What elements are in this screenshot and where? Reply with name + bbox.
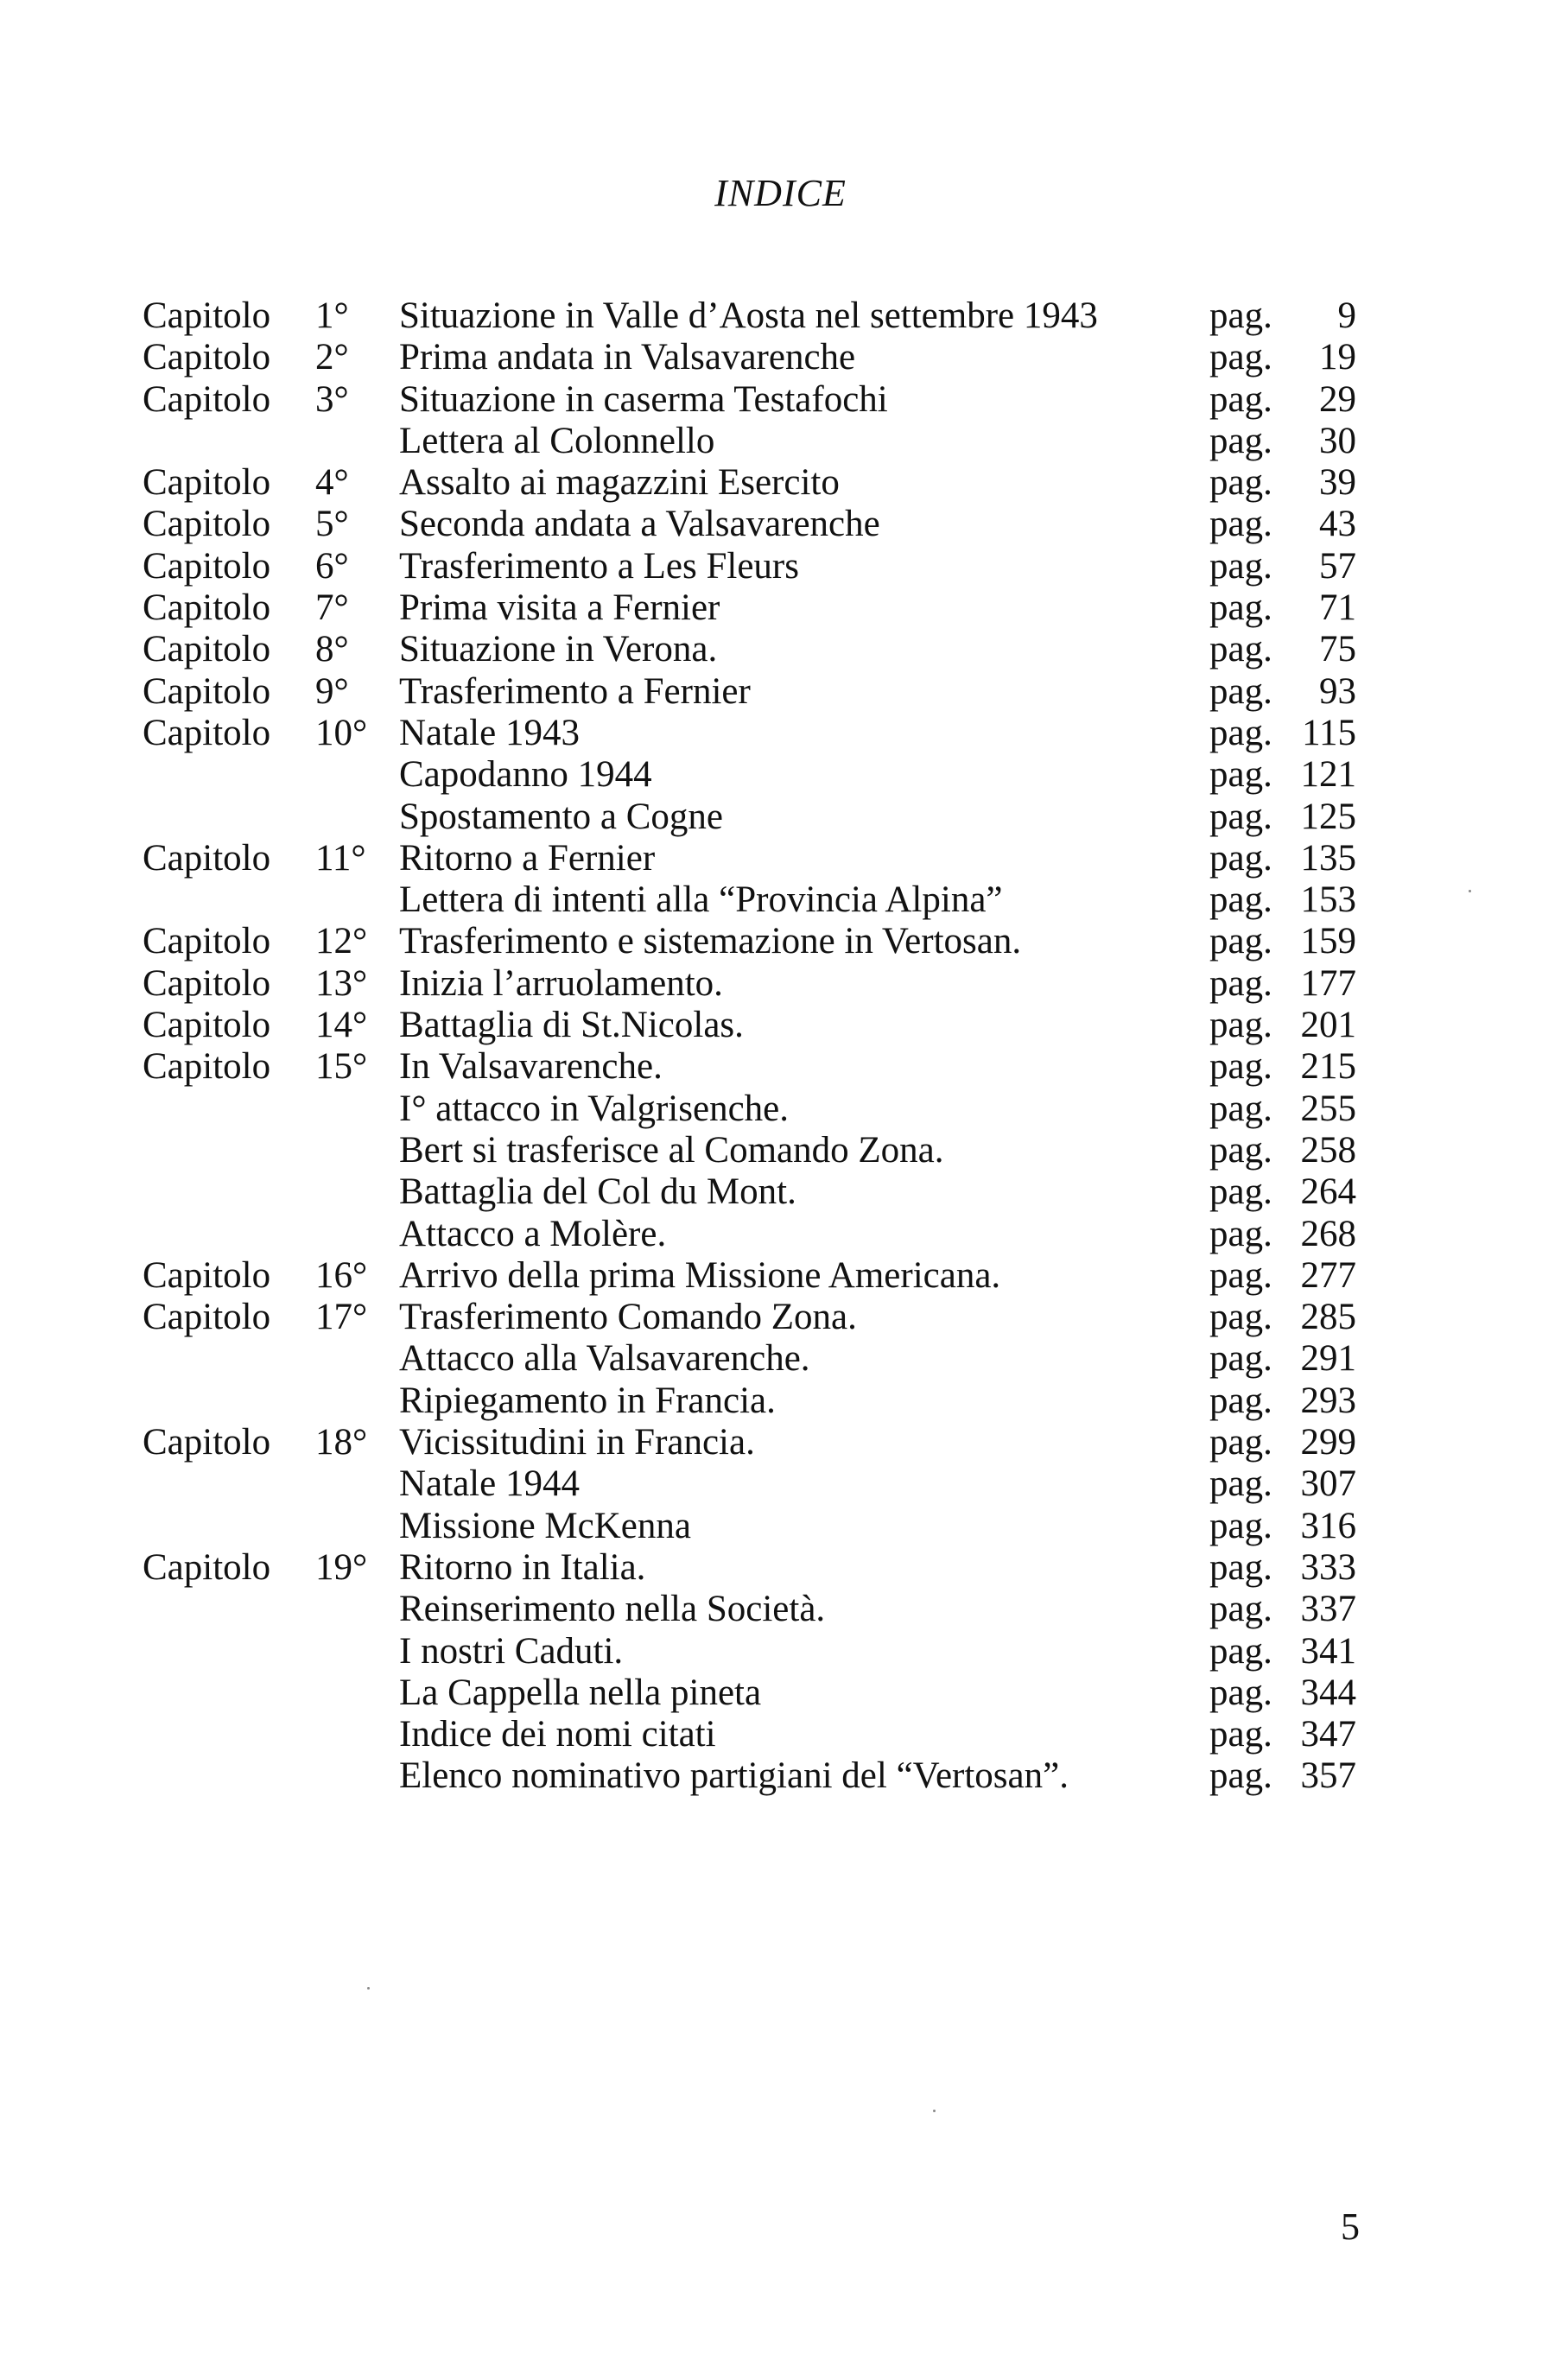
toc-entry	[0, 879, 1561, 921]
toc-entry	[0, 1297, 1561, 1338]
page-prefix: pag.	[1209, 1088, 1272, 1129]
toc-entry	[0, 1214, 1561, 1255]
toc-entry	[0, 797, 1561, 838]
toc-entry	[0, 713, 1561, 754]
entry-page-number: 57	[1319, 545, 1356, 587]
entry-title: In Valsavarenche.	[399, 1046, 663, 1088]
page-prefix: pag.	[1209, 1046, 1272, 1088]
page-prefix: pag.	[1209, 295, 1272, 336]
toc-entry	[0, 1631, 1561, 1672]
chapter-number: 10°	[315, 712, 368, 753]
page-prefix: pag.	[1209, 712, 1272, 753]
toc-entry	[0, 1672, 1561, 1714]
toc-entry	[0, 1171, 1561, 1213]
toc-entry	[0, 1088, 1561, 1130]
chapter-label: Capitolo	[143, 837, 271, 879]
chapter-label: Capitolo	[143, 504, 271, 545]
entry-title: Battaglia di St.Nicolas.	[399, 1005, 744, 1046]
entry-title: Situazione in caserma Testafochi	[399, 378, 888, 420]
entry-page-number: 357	[1300, 1755, 1356, 1797]
entry-page-number: 153	[1300, 879, 1356, 921]
chapter-label: Capitolo	[143, 337, 271, 378]
page-prefix: pag.	[1209, 1463, 1272, 1505]
chapter-number: 17°	[315, 1297, 368, 1338]
entry-page-number: 215	[1300, 1046, 1356, 1088]
page-prefix: pag.	[1209, 921, 1272, 962]
toc-entry	[0, 337, 1561, 378]
toc-entry	[0, 1338, 1561, 1380]
entry-title: Vicissitudini in Francia.	[399, 1422, 755, 1463]
entry-page-number: 307	[1300, 1463, 1356, 1505]
chapter-label: Capitolo	[143, 1422, 271, 1463]
entry-page-number: 291	[1300, 1338, 1356, 1380]
entry-title: Prima visita a Fernier	[399, 587, 720, 629]
chapter-label: Capitolo	[143, 1254, 271, 1296]
page-prefix: pag.	[1209, 504, 1272, 545]
entry-title: Attacco a Molère.	[399, 1213, 667, 1254]
entry-title: Inizia l’arruolamento.	[399, 962, 723, 1004]
entry-title: Ripiegamento in Francia.	[399, 1380, 776, 1421]
page-prefix: pag.	[1209, 1755, 1272, 1797]
entry-title: Lettera al Colonnello	[399, 420, 715, 461]
toc-entry	[0, 587, 1561, 629]
toc-entry	[0, 754, 1561, 796]
chapter-label: Capitolo	[143, 962, 271, 1004]
chapter-label: Capitolo	[143, 1046, 271, 1088]
toc-entry	[0, 1755, 1561, 1797]
toc-entry	[0, 1046, 1561, 1088]
entry-title: Trasferimento Comando Zona.	[399, 1297, 857, 1338]
entry-title: Natale 1943	[399, 712, 580, 753]
chapter-label: Capitolo	[143, 378, 271, 420]
entry-page-number: 135	[1300, 837, 1356, 879]
entry-title: I° attacco in Valgrisenche.	[399, 1088, 789, 1129]
page-prefix: pag.	[1209, 545, 1272, 587]
chapter-label: Capitolo	[143, 295, 271, 336]
scan-speck	[367, 1987, 370, 1990]
page-prefix: pag.	[1209, 1129, 1272, 1171]
entry-page-number: 347	[1300, 1714, 1356, 1755]
page-prefix: pag.	[1209, 462, 1272, 504]
page-prefix: pag.	[1209, 1380, 1272, 1421]
entry-page-number: 201	[1300, 1005, 1356, 1046]
entry-page-number: 344	[1300, 1672, 1356, 1713]
page-prefix: pag.	[1209, 1005, 1272, 1046]
entry-title: Capodanno 1944	[399, 754, 652, 796]
chapter-number: 7°	[315, 587, 349, 629]
chapter-label: Capitolo	[143, 712, 271, 753]
entry-title: Natale 1944	[399, 1463, 580, 1505]
toc-entry	[0, 1714, 1561, 1755]
entry-title: Bert si trasferisce al Comando Zona.	[399, 1129, 944, 1171]
page-prefix: pag.	[1209, 1297, 1272, 1338]
page-prefix: pag.	[1209, 1505, 1272, 1546]
chapter-label: Capitolo	[143, 921, 271, 962]
toc-entry	[0, 295, 1561, 337]
toc-entry	[0, 546, 1561, 587]
entry-title: Trasferimento e sistemazione in Vertosan.	[399, 921, 1022, 962]
page-prefix: pag.	[1209, 1630, 1272, 1672]
chapter-number: 3°	[315, 378, 349, 420]
chapter-number: 6°	[315, 545, 349, 587]
entry-title: Battaglia del Col du Mont.	[399, 1171, 796, 1213]
entry-title: Indice dei nomi citati	[399, 1714, 716, 1755]
page-prefix: pag.	[1209, 587, 1272, 629]
entry-page-number: 30	[1319, 420, 1356, 461]
entry-title: Trasferimento a Fernier	[399, 670, 751, 712]
entry-title: Lettera di intenti alla “Provincia Alpina”	[399, 879, 1003, 921]
entry-page-number: 19	[1319, 337, 1356, 378]
entry-page-number: 177	[1300, 962, 1356, 1004]
chapter-label: Capitolo	[143, 462, 271, 504]
entry-title: La Cappella nella pineta	[399, 1672, 762, 1713]
page-prefix: pag.	[1209, 1213, 1272, 1254]
page-prefix: pag.	[1209, 1338, 1272, 1380]
entry-page-number: 115	[1302, 712, 1356, 753]
entry-title: Assalto ai magazzini Esercito	[399, 462, 840, 504]
entry-title: Prima andata in Valsavarenche	[399, 337, 856, 378]
entry-page-number: 264	[1300, 1171, 1356, 1213]
chapter-label: Capitolo	[143, 545, 271, 587]
entry-title: Situazione in Valle d’Aosta nel settembre 1943	[399, 295, 1098, 336]
chapter-number: 12°	[315, 921, 368, 962]
chapter-number: 2°	[315, 337, 349, 378]
scan-speck	[933, 2110, 936, 2112]
page-prefix: pag.	[1209, 1589, 1272, 1630]
page-prefix: pag.	[1209, 879, 1272, 921]
page-prefix: pag.	[1209, 1254, 1272, 1296]
page-prefix: pag.	[1209, 420, 1272, 461]
toc-entry	[0, 963, 1561, 1005]
entry-title: Spostamento a Cogne	[399, 796, 724, 837]
entry-title: I nostri Caduti.	[399, 1630, 624, 1672]
toc-entry	[0, 1463, 1561, 1505]
page-prefix: pag.	[1209, 1422, 1272, 1463]
entry-title: Seconda andata a Valsavarenche	[399, 504, 880, 545]
entry-title: Trasferimento a Les Fleurs	[399, 545, 799, 587]
page-prefix: pag.	[1209, 1672, 1272, 1713]
entry-page-number: 71	[1319, 587, 1356, 629]
page-prefix: pag.	[1209, 1546, 1272, 1588]
toc-entry	[0, 1130, 1561, 1171]
toc-entry	[0, 671, 1561, 713]
page-prefix: pag.	[1209, 337, 1272, 378]
page-title: INDICE	[714, 172, 847, 214]
entry-title: Missione McKenna	[399, 1505, 691, 1546]
entry-title: Attacco alla Valsavarenche.	[399, 1338, 810, 1380]
entry-page-number: 125	[1300, 796, 1356, 837]
chapter-label: Capitolo	[143, 1546, 271, 1588]
entry-page-number: 333	[1300, 1546, 1356, 1588]
entry-page-number: 43	[1319, 504, 1356, 545]
entry-page-number: 75	[1319, 629, 1356, 670]
page-prefix: pag.	[1209, 837, 1272, 879]
entry-page-number: 159	[1300, 921, 1356, 962]
chapter-number: 16°	[315, 1254, 368, 1296]
entry-page-number: 93	[1319, 670, 1356, 712]
entry-page-number: 293	[1300, 1380, 1356, 1421]
table-of-contents	[0, 295, 1561, 1798]
toc-entry	[0, 1005, 1561, 1046]
page-prefix: pag.	[1209, 962, 1272, 1004]
entry-page-number: 121	[1300, 754, 1356, 796]
chapter-number: 18°	[315, 1422, 368, 1463]
page-prefix: pag.	[1209, 629, 1272, 670]
entry-page-number: 337	[1300, 1589, 1356, 1630]
toc-entry	[0, 504, 1561, 545]
entry-page-number: 277	[1300, 1254, 1356, 1296]
entry-page-number: 285	[1300, 1297, 1356, 1338]
entry-title: Elenco nominativo partigiani del “Vertosan”.	[399, 1755, 1069, 1797]
page-prefix: pag.	[1209, 796, 1272, 837]
chapter-label: Capitolo	[143, 1297, 271, 1338]
toc-entry	[0, 629, 1561, 670]
entry-page-number: 29	[1319, 378, 1356, 420]
toc-entry	[0, 1380, 1561, 1422]
entry-title: Arrivo della prima Missione Americana.	[399, 1254, 1001, 1296]
entry-title: Reinserimento nella Società.	[399, 1589, 826, 1630]
toc-entry	[0, 1506, 1561, 1547]
toc-entry	[0, 379, 1561, 421]
toc-entry	[0, 1547, 1561, 1589]
entry-page-number: 255	[1300, 1088, 1356, 1129]
page-number: 5	[1341, 2205, 1360, 2248]
chapter-number: 13°	[315, 962, 368, 1004]
entry-title: Situazione in Verona.	[399, 629, 718, 670]
page-prefix: pag.	[1209, 1171, 1272, 1213]
page-prefix: pag.	[1209, 754, 1272, 796]
toc-entry	[0, 921, 1561, 962]
entry-title: Ritorno in Italia.	[399, 1546, 646, 1588]
chapter-number: 14°	[315, 1005, 368, 1046]
toc-entry	[0, 462, 1561, 504]
page-prefix: pag.	[1209, 670, 1272, 712]
chapter-number: 5°	[315, 504, 349, 545]
chapter-label: Capitolo	[143, 1005, 271, 1046]
toc-entry	[0, 421, 1561, 462]
toc-entry	[0, 838, 1561, 879]
chapter-number: 1°	[315, 295, 349, 336]
chapter-number: 8°	[315, 629, 349, 670]
toc-entry	[0, 1255, 1561, 1297]
chapter-label: Capitolo	[143, 587, 271, 629]
entry-title: Ritorno a Fernier	[399, 837, 656, 879]
scan-speck	[1469, 890, 1471, 892]
chapter-label: Capitolo	[143, 629, 271, 670]
page-prefix: pag.	[1209, 378, 1272, 420]
chapter-number: 9°	[315, 670, 349, 712]
entry-page-number: 39	[1319, 462, 1356, 504]
chapter-number: 4°	[315, 462, 349, 504]
chapter-number: 15°	[315, 1046, 368, 1088]
entry-page-number: 9	[1337, 295, 1356, 336]
chapter-number: 11°	[315, 837, 366, 879]
entry-page-number: 268	[1300, 1213, 1356, 1254]
entry-page-number: 316	[1300, 1505, 1356, 1546]
toc-entry	[0, 1422, 1561, 1463]
entry-page-number: 258	[1300, 1129, 1356, 1171]
chapter-number: 19°	[315, 1546, 368, 1588]
page-prefix: pag.	[1209, 1714, 1272, 1755]
toc-entry	[0, 1589, 1561, 1630]
entry-page-number: 341	[1300, 1630, 1356, 1672]
chapter-label: Capitolo	[143, 670, 271, 712]
entry-page-number: 299	[1300, 1422, 1356, 1463]
